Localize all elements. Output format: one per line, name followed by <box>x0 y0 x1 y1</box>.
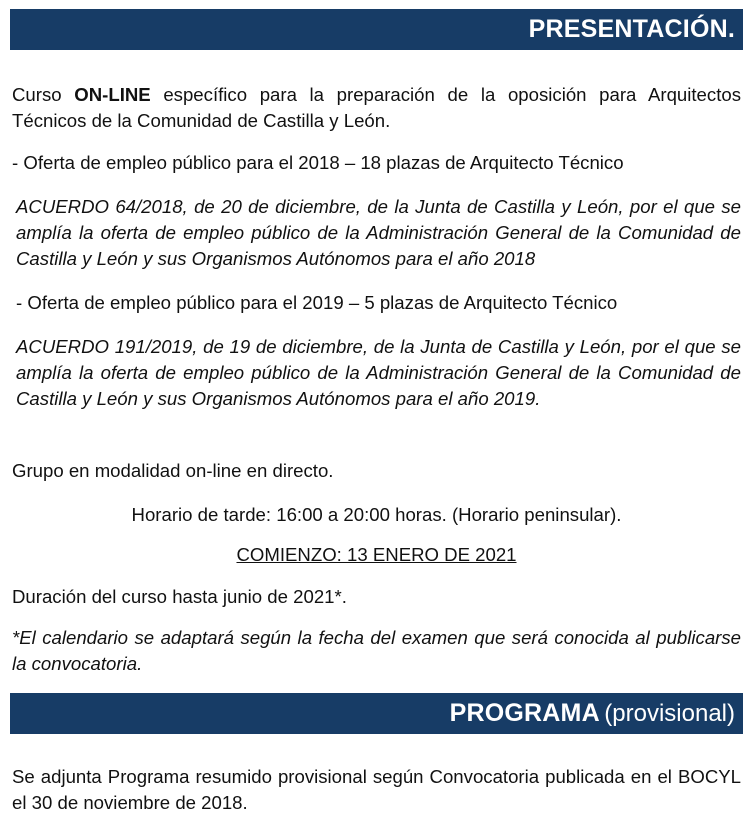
duracion-line <box>12 584 741 610</box>
horario-line <box>12 502 741 528</box>
comienzo-line <box>12 542 741 568</box>
intro-online-bold: ON-LINE <box>74 84 151 105</box>
acuerdo-2019-text: ACUERDO 191/2019, de 19 de diciembre, de la Junta de Castilla y León, por el que se amplía la oferta de empleo público de la Administración General de la Comunidad de Castilla y León y sus Organismos Autónomos para el año 2019. <box>16 336 741 409</box>
section-title-presentacion: PRESENTACIÓN. <box>528 15 735 43</box>
grupo-text: Grupo en modalidad on-line en directo. <box>12 460 334 481</box>
section-header-presentacion <box>10 9 743 50</box>
grupo-line <box>12 458 741 484</box>
intro-prefix: Curso <box>12 84 75 105</box>
oferta-2019-line <box>16 290 741 316</box>
intro-paragraph <box>12 82 741 134</box>
acuerdo-2018-paragraph <box>12 194 741 272</box>
acuerdo-2019-paragraph <box>12 334 741 412</box>
programa-text: Se adjunta Programa resumido provisional según Convocatoria publicada en el BOCYL el 30 de noviembre de 2018. <box>12 766 741 813</box>
nota-paragraph <box>12 625 741 677</box>
duracion-text: Duración del curso hasta junio de 2021*. <box>12 586 347 607</box>
programa-paragraph <box>12 764 741 816</box>
section-header-programa <box>10 693 743 734</box>
comienzo-text: COMIENZO: 13 ENERO DE 2021 <box>236 544 517 565</box>
nota-text: *El calendario se adaptará según la fecha del examen que será conocida al publicarse la convocatoria. <box>12 627 741 674</box>
oferta-2019-text: - Oferta de empleo público para el 2019 – 5 plazas de Arquitecto Técnico <box>16 292 618 313</box>
section-title-programa: PROGRAMA <box>449 699 600 727</box>
section-subtitle-programa: (provisional) <box>604 700 735 727</box>
horario-text: Horario de tarde: 16:00 a 20:00 horas. (Horario peninsular). <box>131 504 622 525</box>
oferta-2018-line <box>12 150 741 176</box>
oferta-2018-text: - Oferta de empleo público para el 2018 – 18 plazas de Arquitecto Técnico <box>12 152 624 173</box>
intro-suffix: específico para la preparación de la oposición para Arquitectos Técnicos de la Comunidad de Castilla y León. <box>12 84 742 131</box>
acuerdo-2018-text: ACUERDO 64/2018, de 20 de diciembre, de la Junta de Castilla y León, por el que se amplía la oferta de empleo público de la Administración General de la Comunidad de Castilla y León y sus Organismos Autónomos para el año 2018 <box>16 196 741 269</box>
